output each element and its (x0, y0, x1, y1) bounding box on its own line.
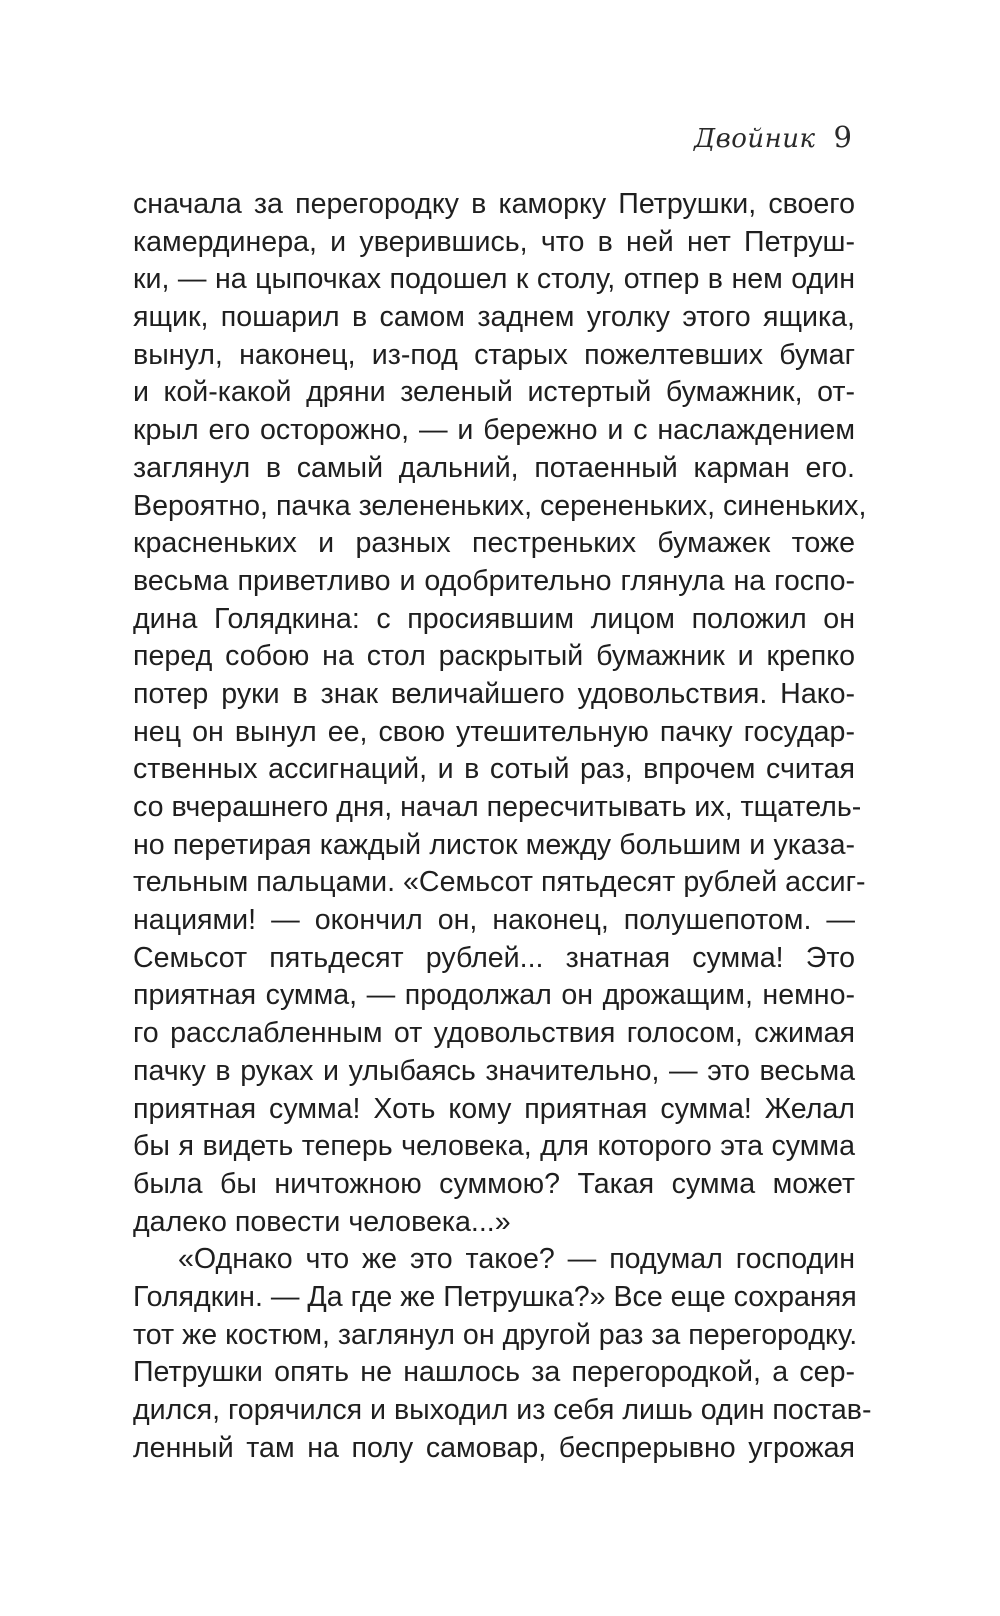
page-number: 9 (833, 120, 852, 154)
text-line: приятная сумма, — продолжал он дрожащим, немно- (133, 979, 855, 1012)
running-header (694, 120, 852, 164)
text-line: дился, горячился и выходил из себя лишь один постав- (133, 1394, 872, 1426)
text-line: сначала за перегородку в каморку Петрушки, своего (133, 188, 855, 220)
text-line: Вероятно, пачка зелененьких, серененьких, синеньких, (133, 489, 867, 522)
text-line: нациями! — окончил он, наконец, полушепотом. — (133, 904, 855, 937)
text-line: со вчерашнего дня, начал пересчитывать их, тщатель- (133, 791, 862, 823)
running-title: Двойник (693, 124, 816, 154)
paragraph-start-line: «Однако что же это такое? — подумал господин (178, 1243, 855, 1276)
text-line: ки, — на цыпочках подошел к столу, отпер в нем один (133, 263, 855, 296)
text-line: Голядкин. — Да где же Петрушка?» Все еще сохраняя (133, 1280, 857, 1313)
text-line: дина Голядкина: с просиявшим лицом положил он (133, 602, 855, 635)
paragraph-end-line: далеко повести человека...» (133, 1205, 511, 1238)
text-line: и кой-какой дряни зеленый истертый бумажник, от- (133, 376, 855, 409)
text-line: нец он вынул ее, свою утешительную пачку государ- (133, 715, 855, 748)
text-line: тельным пальцами. «Семьсот пятьдесят рублей ассиг- (133, 866, 866, 899)
text-line: пачку в руках и улыбаясь значительно, — это весьма (133, 1054, 855, 1087)
text-line: крыл его осторожно, — и бережно и с наслаждением (133, 414, 855, 447)
text-line: тот же костюм, заглянул он другой раз за перегородку. (133, 1318, 858, 1351)
text-line: ленный там на полу самовар, беспрерывно угрожая (133, 1431, 855, 1464)
text-line: красненьких и разных пестреньких бумажек тоже (133, 527, 855, 560)
text-line: потер руки в знак величайшего удовольствия. Нако- (133, 677, 855, 710)
text-line: Петрушки опять не нашлось за перегородкой, а сер- (133, 1356, 855, 1389)
text-line: была бы ничтожною суммою? Такая сумма может (133, 1167, 855, 1200)
text-line: заглянул в самый дальний, потаенный карман его. (133, 451, 855, 484)
text-line: но перетирая каждый листок между большим и указа- (133, 828, 855, 861)
text-line: бы я видеть теперь человека, для которого эта сумма (133, 1130, 855, 1163)
text-line: го расслабленным от удовольствия голосом, сжимая (133, 1017, 855, 1050)
text-line: вынул, наконец, из-под старых пожелтевших бумаг (133, 338, 855, 371)
body-text (133, 186, 872, 1467)
text-line: перед собою на стол раскрытый бумажник и крепко (133, 640, 855, 673)
text-line: камердинера, и уверившись, что в ней нет Петруш- (133, 225, 855, 258)
text-line: ственных ассигнаций, и в сотый раз, впрочем считая (133, 753, 855, 786)
text-line: ящик, пошарил в самом заднем уголку этого ящика, (133, 301, 855, 334)
text-line: приятная сумма! Хоть кому приятная сумма! Желал (133, 1092, 855, 1125)
text-line: Семьсот пятьдесят рублей... знатная сумма! Это (133, 941, 855, 974)
text-line: весьма приветливо и одобрительно глянула на госпо- (133, 564, 855, 597)
